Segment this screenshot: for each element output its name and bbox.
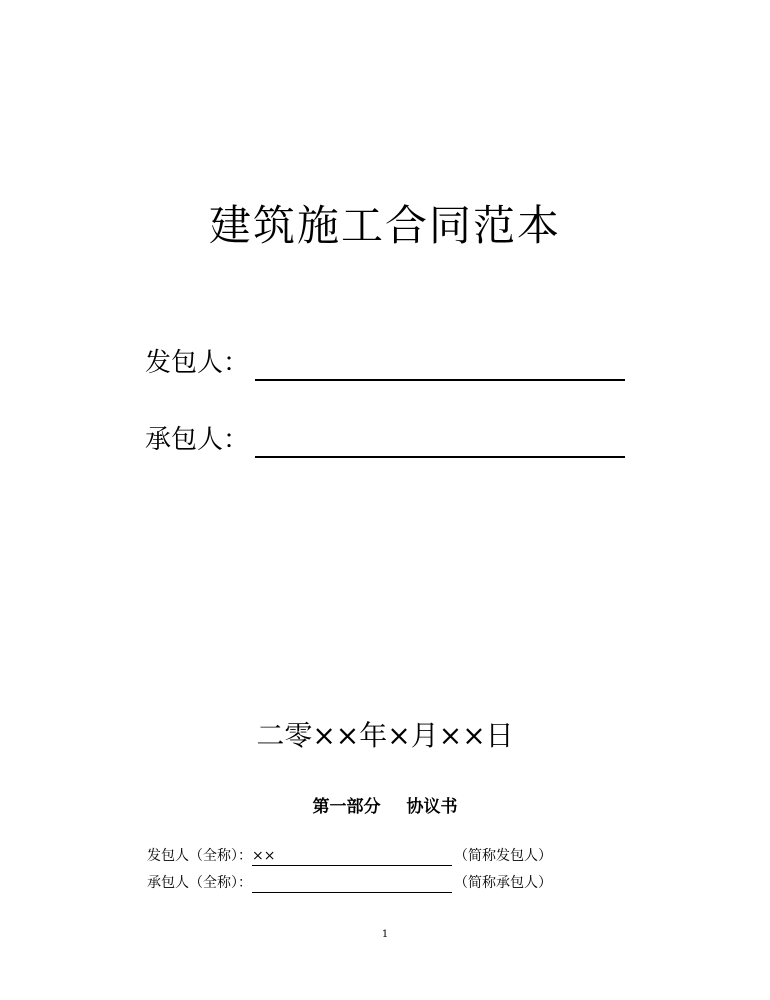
section-heading <box>0 794 770 820</box>
contractor-blank-line <box>255 420 625 458</box>
employer-fullname-row <box>147 844 552 866</box>
contractor-short-name: （简称承包人） <box>454 875 552 891</box>
employer-short-name: （简称发包人） <box>454 848 552 864</box>
contractor-fullname-label: 承包人（全称）： <box>147 875 252 891</box>
employer-fullname-field <box>252 847 452 866</box>
employer-row <box>145 341 625 381</box>
employer-label: 发包人： <box>145 348 250 378</box>
contractor-fullname-field <box>252 874 452 893</box>
contract-date: 二零××年×月××日 <box>256 719 514 752</box>
employer-fullname-value: ×× <box>252 848 276 864</box>
section-title: 协议书 <box>406 797 458 817</box>
contractor-row <box>145 418 625 458</box>
section-part-label: 第一部分 <box>312 797 381 817</box>
contractor-label: 承包人： <box>145 425 250 455</box>
contractor-fullname-row <box>147 871 552 893</box>
page-number: 1 <box>381 929 389 940</box>
employer-fullname-label: 发包人（全称）： <box>147 848 252 864</box>
document-title: 建筑施工合同范本 <box>208 201 561 250</box>
employer-blank-line <box>255 343 625 381</box>
